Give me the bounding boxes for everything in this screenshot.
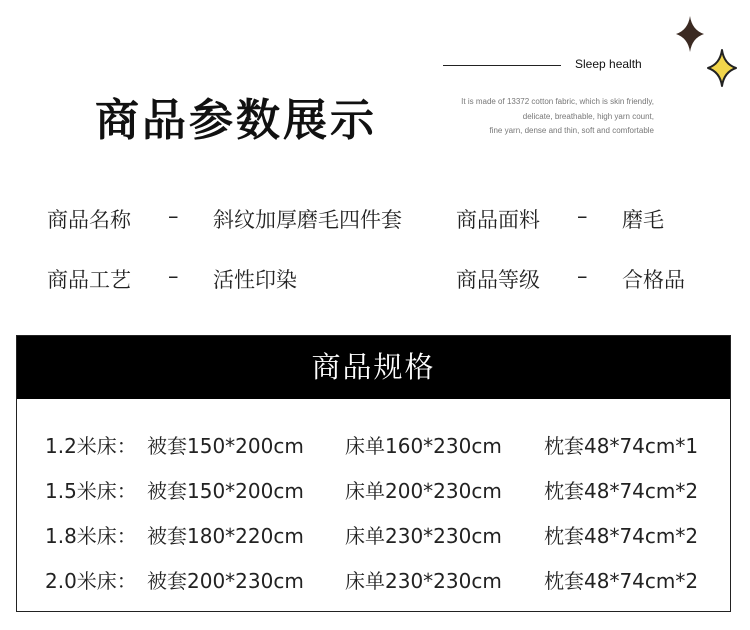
param-label: 商品工艺: [47, 268, 131, 292]
spec-row: [17, 475, 730, 505]
param-value: 斜纹加厚磨毛四件套: [213, 208, 402, 232]
param-separator: –: [577, 264, 588, 288]
description-line: delicate, breathable, high yarn count,: [522, 111, 654, 121]
description-line: fine yarn, dense and thin, soft and comfortable: [489, 126, 654, 135]
spec-bed-size: 1.8米床：: [45, 524, 137, 548]
spec-header: 商品规格: [17, 336, 730, 399]
spec-sheet: 床单160*230cm: [345, 434, 502, 458]
spec-row: [17, 520, 730, 550]
spec-row: [17, 565, 730, 595]
spec-bed-size: 1.5米床：: [45, 479, 137, 503]
param-row: [0, 264, 750, 294]
product-description: [354, 95, 654, 139]
yellow-sparkle-icon: [708, 50, 736, 86]
param-label: 商品面料: [456, 208, 540, 232]
spec-duvet: 被套150*200cm: [147, 479, 304, 503]
spec-duvet: 被套150*200cm: [147, 434, 304, 458]
param-separator: –: [168, 264, 179, 288]
tagline-divider: [443, 65, 561, 66]
spec-bed-size: 2.0米床：: [45, 569, 137, 593]
tagline: Sleep health: [575, 57, 642, 71]
spec-duvet: 被套200*230cm: [147, 569, 304, 593]
param-value: 活性印染: [213, 268, 297, 292]
param-value: 磨毛: [622, 208, 664, 232]
param-row: [0, 204, 750, 234]
spec-bed-size: 1.2米床：: [45, 434, 137, 458]
spec-sheet: 床单230*230cm: [345, 569, 502, 593]
spec-pillow: 枕套48*74cm*2: [544, 569, 699, 593]
spec-duvet: 被套180*220cm: [147, 524, 304, 548]
param-separator: –: [168, 204, 179, 228]
page-title: 商品参数展示: [95, 95, 377, 146]
spec-row: [17, 430, 730, 460]
spec-sheet: 床单230*230cm: [345, 524, 502, 548]
param-label: 商品名称: [47, 208, 131, 232]
spec-sheet: 床单200*230cm: [345, 479, 502, 503]
dark-sparkle-icon: [676, 16, 704, 52]
param-separator: –: [577, 204, 588, 228]
spec-pillow: 枕套48*74cm*2: [544, 524, 699, 548]
spec-pillow: 枕套48*74cm*1: [544, 434, 699, 458]
sparkle-decoration: [670, 14, 740, 89]
description-line: It is made of 13372 cotton fabric, which is skin friendly,: [461, 97, 654, 106]
spec-pillow: 枕套48*74cm*2: [544, 479, 699, 503]
param-value: 合格品: [622, 268, 685, 292]
param-label: 商品等级: [456, 268, 540, 292]
spec-table: [16, 335, 731, 612]
